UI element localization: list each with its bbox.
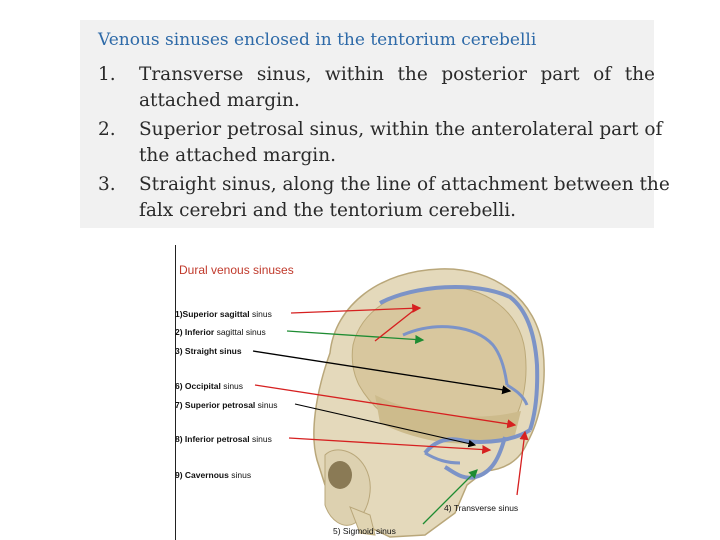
- figure-title: Dural venous sinuses: [179, 263, 294, 277]
- label-transverse-sinus: 4) Transverse sinus: [444, 503, 519, 513]
- label-occipital-sinus: 6) Occipital sinus: [175, 381, 244, 391]
- label-sigmoid-sinus: 5) Sigmoid sinus: [333, 526, 396, 536]
- label-superior-sagittal-sinus: 1)Superior sagittal sinus: [175, 309, 272, 319]
- item-text-line1: Straight sinus, along the line of attachment between the: [139, 174, 670, 195]
- text-panel: [80, 20, 670, 228]
- skull-illustration: [175, 245, 547, 540]
- item-text-line2: falx cerebri and the tentorium cerebelli.: [139, 200, 517, 221]
- item-text-line1: Superior petrosal sinus, within the anterolateral part of: [139, 119, 663, 140]
- item-text-line2: the attached margin.: [139, 145, 337, 166]
- label-inferior-sagittal-sinus: 2) Inferior sagittal sinus: [175, 327, 266, 337]
- label-inferior-petrosal-sinus: 8) Inferior petrosal sinus: [175, 434, 272, 444]
- label-straight-sinus: 3) Straight sinus: [175, 346, 242, 356]
- item-number: 2.: [98, 119, 116, 140]
- label-superior-petrosal-sinus: 7) Superior petrosal sinus: [175, 400, 278, 410]
- item-text-line1: Transverse sinus, within the posterior part of the: [139, 64, 655, 85]
- dural-sinus-figure: [175, 245, 547, 540]
- slide-heading: Venous sinuses enclosed in the tentorium cerebelli: [98, 30, 537, 50]
- item-number: 1.: [98, 64, 116, 85]
- item-number: 3.: [98, 174, 116, 195]
- item-text-line2: attached margin.: [139, 90, 300, 111]
- label-cavernous-sinus: 9) Cavernous sinus: [175, 470, 252, 480]
